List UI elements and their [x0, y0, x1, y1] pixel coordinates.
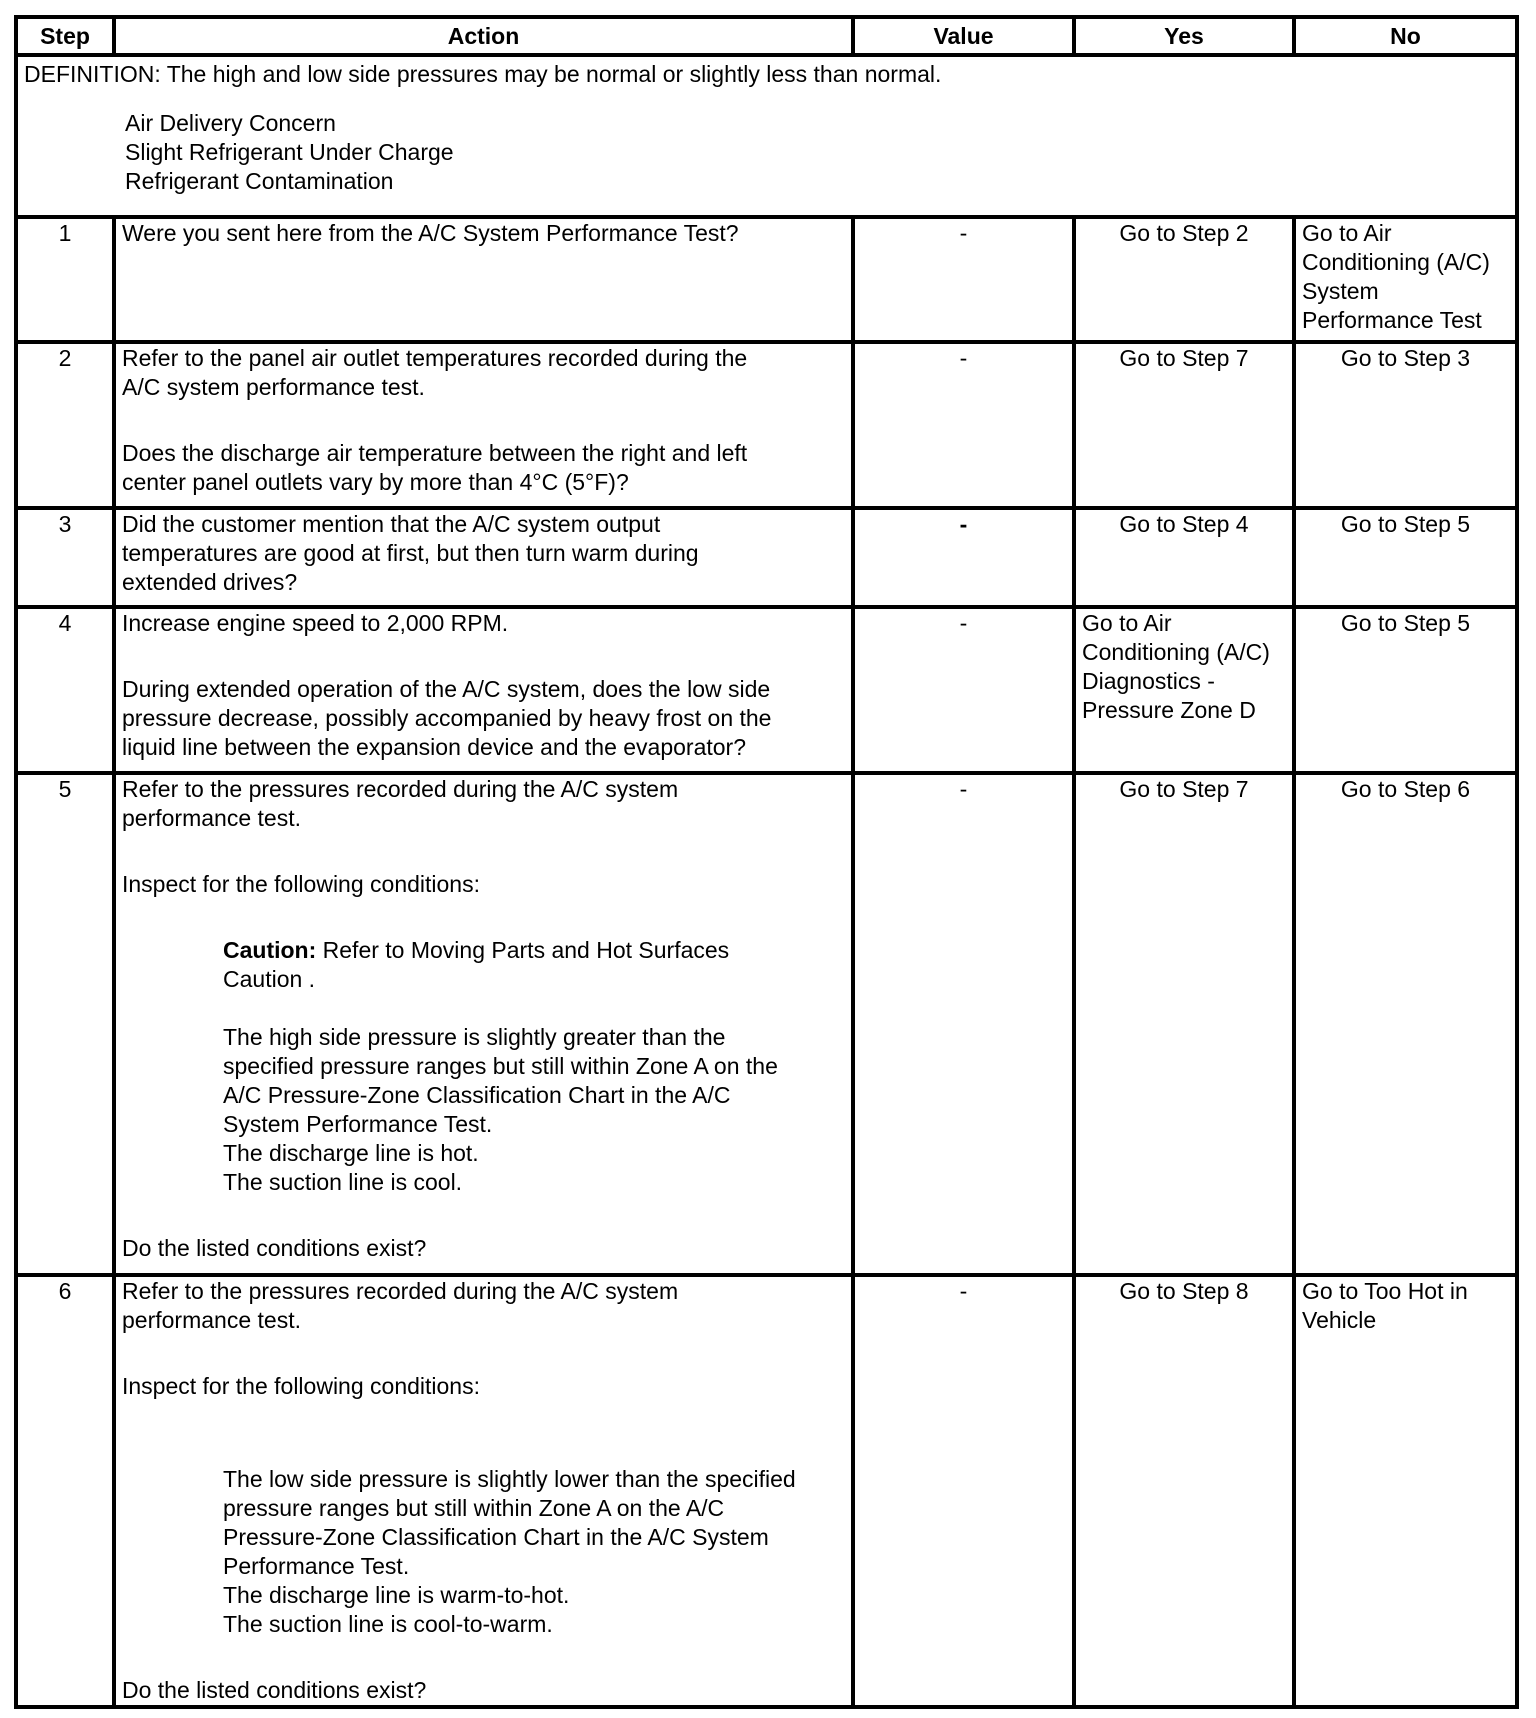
value-cell: - [853, 342, 1074, 508]
action-text: performance test. [122, 805, 301, 831]
step-number: 4 [16, 607, 114, 773]
table-row [16, 773, 1517, 1275]
spacer [122, 1197, 845, 1234]
conditions-list [122, 1465, 845, 1639]
action-text: Refer to the pressures recorded during the A/C system [122, 1278, 679, 1304]
no-link-line: Go to Too Hot in [1302, 1278, 1468, 1304]
condition-line: The suction line is cool. [223, 1169, 463, 1195]
caution-line [223, 936, 845, 965]
condition-line: Performance Test. [223, 1553, 410, 1579]
condition-line: System Performance Test. [223, 1111, 493, 1137]
action-text: performance test. [122, 1307, 301, 1333]
no-link-line: System [1302, 278, 1379, 304]
table-row [16, 508, 1517, 607]
no-link[interactable] [1302, 1277, 1509, 1335]
action-cell [114, 1275, 853, 1707]
action-cell [114, 773, 853, 1275]
definition-item: Refrigerant Contamination [125, 168, 394, 194]
yes-link[interactable]: Go to Step 2 [1119, 220, 1249, 246]
action-text: Did the customer mention that the A/C system output [122, 511, 661, 537]
table-row [16, 342, 1517, 508]
no-link[interactable]: Go to Step 5 [1340, 610, 1471, 636]
question-text: Do the listed conditions exist? [122, 1677, 427, 1703]
step-number: 6 [16, 1275, 114, 1707]
definition-cell [16, 55, 1517, 217]
header-row [16, 17, 1517, 55]
condition-line: A/C Pressure-Zone Classification Chart in the A/C [223, 1082, 731, 1108]
definition-text: DEFINITION: The high and low side pressures may be normal or slightly less than normal. [24, 61, 942, 87]
no-cell [1294, 342, 1517, 508]
header-value: Value [853, 17, 1074, 55]
yes-link-line: Conditioning (A/C) [1082, 639, 1270, 665]
spacer [122, 638, 845, 675]
no-cell [1294, 607, 1517, 773]
yes-cell [1074, 342, 1294, 508]
no-cell [1294, 1275, 1517, 1707]
spacer [122, 899, 845, 936]
action-text: extended drives? [122, 569, 298, 595]
no-cell [1294, 508, 1517, 607]
definition-row [16, 55, 1517, 217]
condition-line: The suction line is cool-to-warm. [223, 1611, 553, 1637]
yes-cell [1074, 508, 1294, 607]
action-text: Increase engine speed to 2,000 RPM. [122, 610, 509, 636]
spacer [122, 994, 845, 1023]
no-link-line: Vehicle [1302, 1307, 1377, 1333]
table-row [16, 607, 1517, 773]
no-link-line: Performance Test [1302, 307, 1482, 333]
caution-label: Caution: [223, 937, 317, 963]
yes-link-line: Go to Air [1082, 610, 1172, 636]
yes-cell [1074, 607, 1294, 773]
step-number: 3 [16, 508, 114, 607]
action-text: Does the discharge air temperature between the right and left [122, 440, 748, 466]
action-cell [114, 607, 853, 773]
yes-cell [1074, 217, 1294, 342]
yes-link[interactable] [1082, 609, 1286, 725]
spacer [122, 833, 845, 870]
header-action: Action [114, 17, 853, 55]
no-link[interactable] [1302, 219, 1509, 335]
action-text: liquid line between the expansion device and the evaporator? [122, 734, 746, 760]
definition-item: Slight Refrigerant Under Charge [125, 139, 454, 165]
yes-link[interactable]: Go to Step 7 [1119, 776, 1249, 802]
no-link-line: Conditioning (A/C) [1302, 249, 1490, 275]
no-link[interactable]: Go to Step 5 [1340, 511, 1471, 537]
action-cell [114, 508, 853, 607]
caution-block [122, 936, 845, 994]
no-cell [1294, 217, 1517, 342]
question-text: Do the listed conditions exist? [122, 1235, 427, 1261]
spacer [122, 1639, 845, 1676]
condition-line: The discharge line is hot. [223, 1140, 479, 1166]
condition-line: pressure ranges but still within Zone A on the A/C [223, 1495, 725, 1521]
action-text: Refer to the panel air outlet temperatures recorded during the [122, 345, 748, 371]
spacer [122, 402, 845, 439]
value-cell: - [853, 508, 1074, 607]
action-text: pressure decrease, possibly accompanied by heavy frost on the [122, 705, 772, 731]
action-text: During extended operation of the A/C system, does the low side [122, 676, 771, 702]
condition-line: The discharge line is warm-to-hot. [223, 1582, 570, 1608]
step-number: 5 [16, 773, 114, 1275]
header-step: Step [16, 17, 114, 55]
action-text: Were you sent here from the A/C System Performance Test? [122, 220, 739, 246]
no-cell [1294, 773, 1517, 1275]
caution-text-2: Caution . [223, 966, 316, 992]
caution-text[interactable]: Refer to Moving Parts and Hot Surfaces [322, 937, 730, 963]
no-link-line: Go to Air [1302, 220, 1392, 246]
value-cell: - [853, 773, 1074, 1275]
inspect-text: Inspect for the following conditions: [122, 1373, 480, 1399]
header-no: No [1294, 17, 1517, 55]
condition-line: specified pressure ranges but still within Zone A on the [223, 1053, 778, 1079]
spacer [122, 1335, 845, 1372]
yes-link[interactable]: Go to Step 8 [1119, 1278, 1249, 1304]
diagnostic-table [14, 15, 1519, 1709]
action-cell [114, 342, 853, 508]
no-link[interactable]: Go to Step 6 [1340, 776, 1471, 802]
condition-line: Pressure-Zone Classification Chart in the A/C System [223, 1524, 769, 1550]
yes-link[interactable]: Go to Step 7 [1119, 345, 1249, 371]
yes-link-line: Pressure Zone D [1082, 697, 1256, 723]
spacer [122, 1401, 845, 1465]
yes-cell [1074, 1275, 1294, 1707]
step-number: 2 [16, 342, 114, 508]
yes-link[interactable]: Go to Step 4 [1119, 511, 1249, 537]
action-text: center panel outlets vary by more than 4°C (5°F)? [122, 469, 629, 495]
conditions-list [122, 1023, 845, 1197]
action-text: A/C system performance test. [122, 374, 425, 400]
value-cell: - [853, 217, 1074, 342]
yes-cell [1074, 773, 1294, 1275]
value-cell: - [853, 1275, 1074, 1707]
definition-list [125, 109, 1509, 196]
action-cell [114, 217, 853, 342]
header-yes: Yes [1074, 17, 1294, 55]
action-text: Refer to the pressures recorded during the A/C system [122, 776, 679, 802]
step-number: 1 [16, 217, 114, 342]
value-cell: - [853, 607, 1074, 773]
inspect-text: Inspect for the following conditions: [122, 871, 480, 897]
definition-item: Air Delivery Concern [125, 110, 336, 136]
no-link[interactable]: Go to Step 3 [1340, 345, 1471, 371]
action-text: temperatures are good at first, but then turn warm during [122, 540, 699, 566]
yes-link-line: Diagnostics - [1082, 668, 1215, 694]
table-row [16, 1275, 1517, 1707]
condition-line: The low side pressure is slightly lower than the specified [223, 1466, 796, 1492]
table-row [16, 217, 1517, 342]
condition-line: The high side pressure is slightly greater than the [223, 1024, 726, 1050]
